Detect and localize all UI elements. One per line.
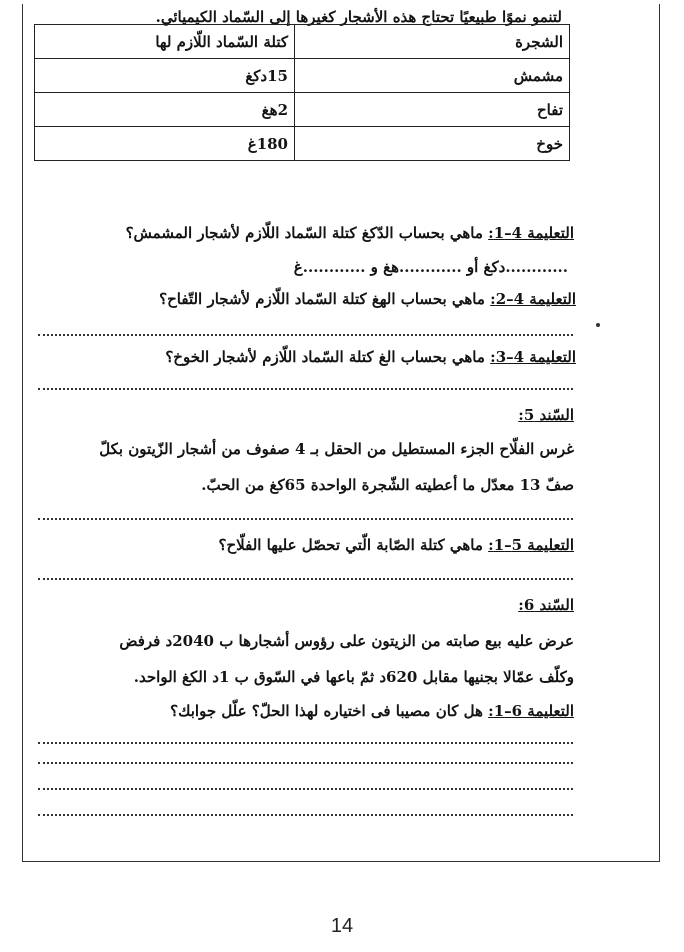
page-number: 14 (330, 915, 354, 937)
answer-line[interactable] (38, 388, 573, 390)
fertilizer-table (34, 24, 570, 161)
answer-line[interactable] (38, 742, 573, 744)
question-4-1-answer: ............دكغ أو ............هغ و ............غ (293, 258, 568, 276)
table-row (35, 93, 570, 127)
answer-line[interactable] (38, 334, 573, 336)
question-4-3 (165, 348, 576, 366)
question-4-2-text: ماهي بحساب الهغ كتلة السّماد اللّازم لأشجار التّفاح؟ (159, 290, 491, 308)
intro-text: لتنمو نموًا طبيعيًا تحتاج هذه الأشجار كغيرها إلى السّماد الكيميائي. (155, 8, 562, 26)
table-cell-mass: 15دكغ (35, 59, 295, 93)
question-6-1 (170, 702, 574, 720)
question-4-2-label: التعليمة 4–2: (490, 290, 576, 308)
table-cell-mass: 180غ (35, 127, 295, 161)
answer-line[interactable] (38, 814, 573, 816)
table-row (35, 59, 570, 93)
table-row (35, 127, 570, 161)
table-cell-tree: تفاح (295, 93, 570, 127)
question-4-3-label: التعليمة 4–3: (490, 348, 576, 366)
question-6-1-label: التعليمة 6–1: (488, 702, 574, 720)
question-5-1-label: التعليمة 5–1: (488, 536, 574, 554)
answer-line[interactable] (38, 762, 573, 764)
question-6-1-text: هل كان مصيبا فى اختياره لهذا الحلّ؟ علّل جوابك؟ (170, 702, 489, 720)
table-header-mass: كتلة السّماد اللّازم لها (35, 25, 295, 59)
answer-line[interactable] (38, 578, 573, 580)
document-6-label: السّند 6: (518, 596, 574, 614)
table-cell-tree: خوخ (295, 127, 570, 161)
answer-line[interactable] (38, 788, 573, 790)
question-4-2 (159, 290, 576, 308)
document-5-line-1: غرس الفلّاح الجزء المستطيل من الحقل بـ 4 صفوف من أشجار الزّيتون بكلّ (99, 440, 574, 458)
table-header-row (35, 25, 570, 59)
answer-line[interactable] (38, 518, 573, 520)
question-4-1-text: ماهي بحساب الدّكغ كتلة السّماد اللّازم لأشجار المشمش؟ (125, 224, 489, 242)
question-4-1 (126, 224, 574, 242)
question-4-3-text: ماهي بحساب الغ كتلة السّماد اللّازم لأشجار الخوخ؟ (165, 348, 491, 366)
margin-dot (596, 323, 600, 327)
table-cell-tree: مشمش (295, 59, 570, 93)
document-5-line-2: صفّ 13 معدّل ما أعطيته الشّجرة الواحدة 65كغ من الحبّ. (201, 476, 574, 494)
document-6-line-1: عرض عليه بيع صابته من الزيتون على رؤوس أشجارها ب 2040د فرفض (119, 632, 574, 650)
table-cell-mass: 2هغ (35, 93, 295, 127)
document-6-line-2: وكلّف عمّالا بجنيها مقابل 620د ثمّ باعها في السّوق ب 1د الكغ الواحد. (133, 668, 574, 686)
document-5-label: السّند 5: (518, 406, 574, 424)
question-5-1-text: ماهي كتلة الصّابة الّتي تحصّل عليها الفلّاح؟ (218, 536, 489, 554)
table-header-tree: الشجرة (295, 25, 570, 59)
question-5-1 (219, 536, 574, 554)
question-4-1-label: التعليمة 4–1: (488, 224, 574, 242)
